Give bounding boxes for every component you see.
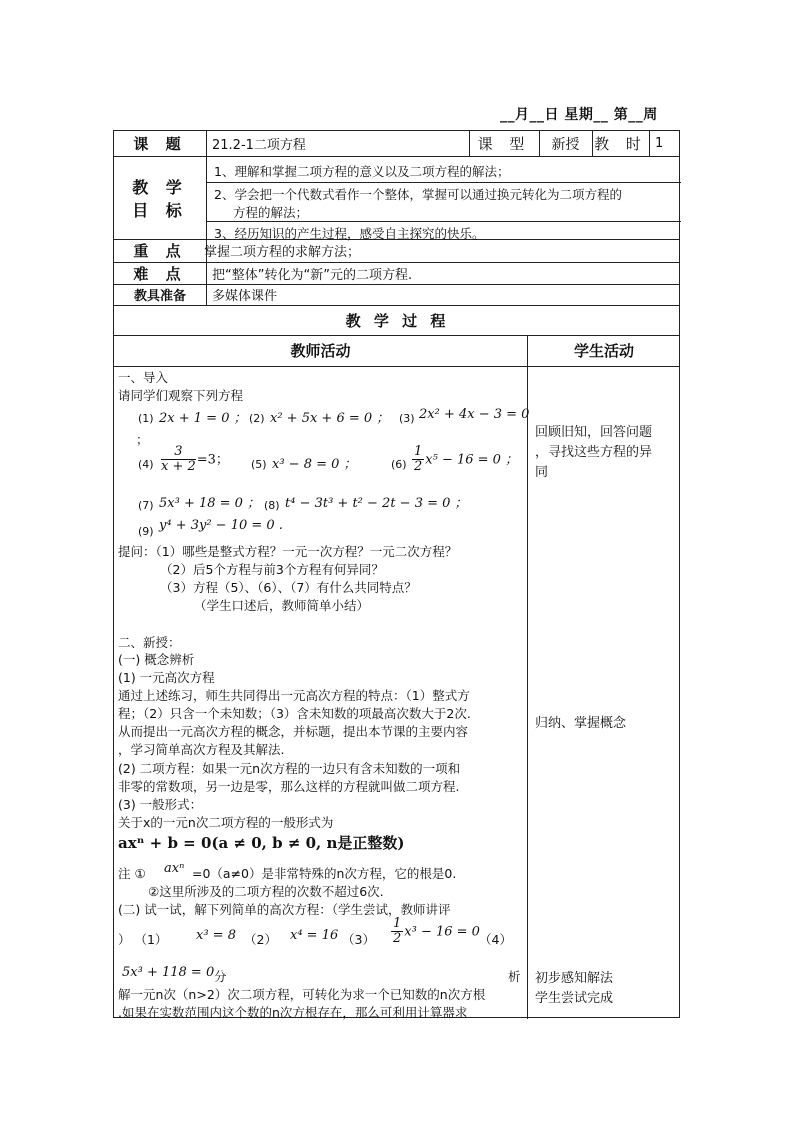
student-activity-3a: 初步感知解法 — [535, 971, 614, 986]
para-6: 非零的常数项，另一边是零，那么这样的方程就叫做二项方程. — [118, 779, 460, 794]
eq9: y⁴ + 3y² − 10 = 0 . — [159, 518, 283, 533]
eq6-denominator: 2 — [414, 459, 423, 475]
intro-title: 一、导入 — [118, 370, 169, 385]
student-header: 学生活动 — [573, 342, 634, 360]
sub-section-2: (二) 试一试，解下列简单的高次方程：（学生尝试，教师讲评 — [118, 902, 451, 917]
type-value: 新授 — [551, 136, 580, 153]
para-10: .如果在实数范围内这个数的n次方根存在，那么可利用计算器求 — [118, 1005, 468, 1020]
eq3-label: (3) — [399, 412, 415, 425]
general-form: axⁿ + b = 0(a ≠ 0, b ≠ 0, n是正整数) — [118, 834, 405, 852]
eq1: 2x + 1 = 0 ； — [159, 411, 247, 426]
exercise-4-tail: 分 — [214, 969, 227, 984]
note-2: ②这里所涉及的二项方程的次数不超过6次. — [148, 884, 384, 899]
topic-value: 21.2-1二项方程 — [212, 138, 306, 153]
exercise-label-3: （3） — [342, 932, 375, 947]
sub-section-1-1: (1) 一元高次方程 — [118, 670, 215, 685]
key-point-label: 重 点 — [133, 242, 187, 260]
exercise-3-numerator: 1 — [393, 916, 402, 931]
eq7: 5x³ + 18 = 0 ； — [159, 496, 261, 511]
eq2-label: (2) — [249, 412, 265, 425]
goal-item-2-cont: 方程的解法； — [233, 205, 309, 220]
question-1: 提问：（1）哪些是整式方程？一元一次方程？一元二次方程？ — [118, 544, 458, 559]
process-title: 教 学 过 程 — [345, 311, 450, 330]
question-note: （学生口述后，教师简单小结） — [194, 598, 370, 613]
eq1-label: (1) — [138, 412, 154, 425]
eq3-semicolon: ； — [136, 432, 149, 447]
eq5-label: (5) — [251, 458, 267, 471]
note-1-text: =0（a≠0）是非常特殊的n次方程，它的根是0. — [192, 866, 457, 881]
para-9: 解一元n次（n>2）次二项方程，可转化为求一个已知数的n次方根 — [118, 987, 486, 1002]
lesson-plan-table — [113, 130, 680, 1018]
exercise-3 — [390, 917, 480, 947]
question-3: （3）方程（5）、（6）、（7）有什么共同特点？ — [160, 580, 417, 595]
eq4 — [160, 445, 229, 475]
eq5: x³ − 8 = 0 ； — [272, 457, 357, 472]
exercise-label-4: （4） — [479, 932, 512, 947]
question-2: （2）后5个方程与前3个方程有何异同？ — [160, 562, 384, 577]
note-1-math: axⁿ — [164, 861, 185, 876]
intro-prompt: 请同学们观察下列方程 — [118, 388, 244, 403]
exercise-3-denominator: 2 — [393, 931, 402, 947]
student-activity-1a: 回顾旧知，回答问题 — [535, 425, 653, 440]
goal-item-1: 1、理解和掌握二项方程的意义以及二项方程的解法； — [214, 164, 510, 179]
exercise-4: 5x³ + 118 = 0 — [122, 965, 215, 980]
eq7-label: (7) — [138, 499, 154, 512]
goal-item-3: 3、经历知识的产生过程，感受自主探究的快乐。 — [214, 226, 485, 241]
para-4: ，学习简单高次方程及其解法. — [118, 742, 285, 757]
student-activity-2: 归纳、掌握概念 — [535, 716, 627, 731]
analysis-label: 析 — [508, 969, 521, 984]
goals-label-line1: 教 学 — [132, 177, 188, 197]
para-7: (3) 一般形式： — [118, 797, 203, 812]
eq4-rest: =3； — [196, 452, 229, 468]
exercise-3-rest: x³ − 16 = 0 — [404, 924, 480, 940]
topic-label: 课 题 — [133, 135, 187, 153]
para-3: 从而提出一元高次方程的概念，并标题，提出本节课的主要内容 — [118, 724, 469, 739]
eq8: t⁴ − 3t³ + t² − 2t − 3 = 0 ； — [285, 496, 468, 511]
eq6 — [411, 445, 518, 475]
goals-label — [114, 156, 206, 239]
exercise-prefix: ） （1） — [118, 932, 168, 947]
student-activity-3b: 学生尝试完成 — [535, 991, 614, 1006]
hours-value: 1 — [655, 136, 664, 151]
difficulty-value: 把“整体”转化为“新”元的二项方程. — [212, 267, 413, 283]
eq3: 2x² + 4x − 3 = 0 — [419, 407, 530, 422]
goals-label-line2: 目 标 — [132, 200, 188, 220]
eq6-rest: x⁵ − 16 = 0 ； — [425, 452, 519, 468]
type-label: 课 型 — [477, 135, 531, 153]
sub-section-1: (一) 概念辨析 — [118, 652, 195, 667]
date-week-line: __月__日 星期__ 第__周 — [500, 107, 658, 123]
difficulty-label: 难 点 — [133, 264, 187, 283]
new-title: 二、新授： — [118, 635, 181, 650]
exercise-2: x⁴ = 16 — [290, 928, 339, 943]
note-1-prefix: 注 ① — [118, 866, 146, 881]
exercise-label-2: （2） — [244, 932, 277, 947]
para-2: 程；（2）只含一个未知数；（3）含未知数的项最高次数大于2次. — [118, 706, 471, 721]
hours-label: 教 时 — [594, 135, 647, 153]
student-activity-1b: ，寻找这些方程的异 — [535, 445, 653, 460]
materials-label: 教具准备 — [133, 289, 186, 304]
eq6-label: (6) — [391, 458, 407, 471]
eq4-label: (4) — [138, 458, 154, 471]
eq2: x² + 5x + 6 = 0 ； — [270, 411, 390, 426]
materials-value: 多媒体课件 — [212, 289, 278, 304]
eq4-numerator: 3 — [161, 445, 196, 460]
teacher-header: 教师活动 — [290, 342, 351, 360]
para-1: 通过上述练习，师生共同得出一元高次方程的特点：（1）整式方 — [118, 688, 470, 703]
eq4-denominator: x + 2 — [161, 459, 196, 475]
eq6-numerator: 1 — [414, 444, 423, 459]
eq9-label: (9) — [138, 525, 154, 538]
goal-item-2: 2、学会把一个代数式看作一个整体，掌握可以通过换元转化为二项方程的 — [214, 187, 622, 202]
eq8-label: (8) — [264, 499, 280, 512]
student-activity-1c: 同 — [535, 465, 549, 480]
exercise-1: x³ = 8 — [196, 928, 236, 943]
para-5: (2) 二项方程：如果一元n次方程的一边只有含未知数的一项和 — [118, 761, 461, 776]
key-point-value: 掌握二项方程的求解方法； — [204, 245, 361, 260]
para-8: 关于x的一元n次二项方程的一般形式为 — [118, 815, 334, 830]
